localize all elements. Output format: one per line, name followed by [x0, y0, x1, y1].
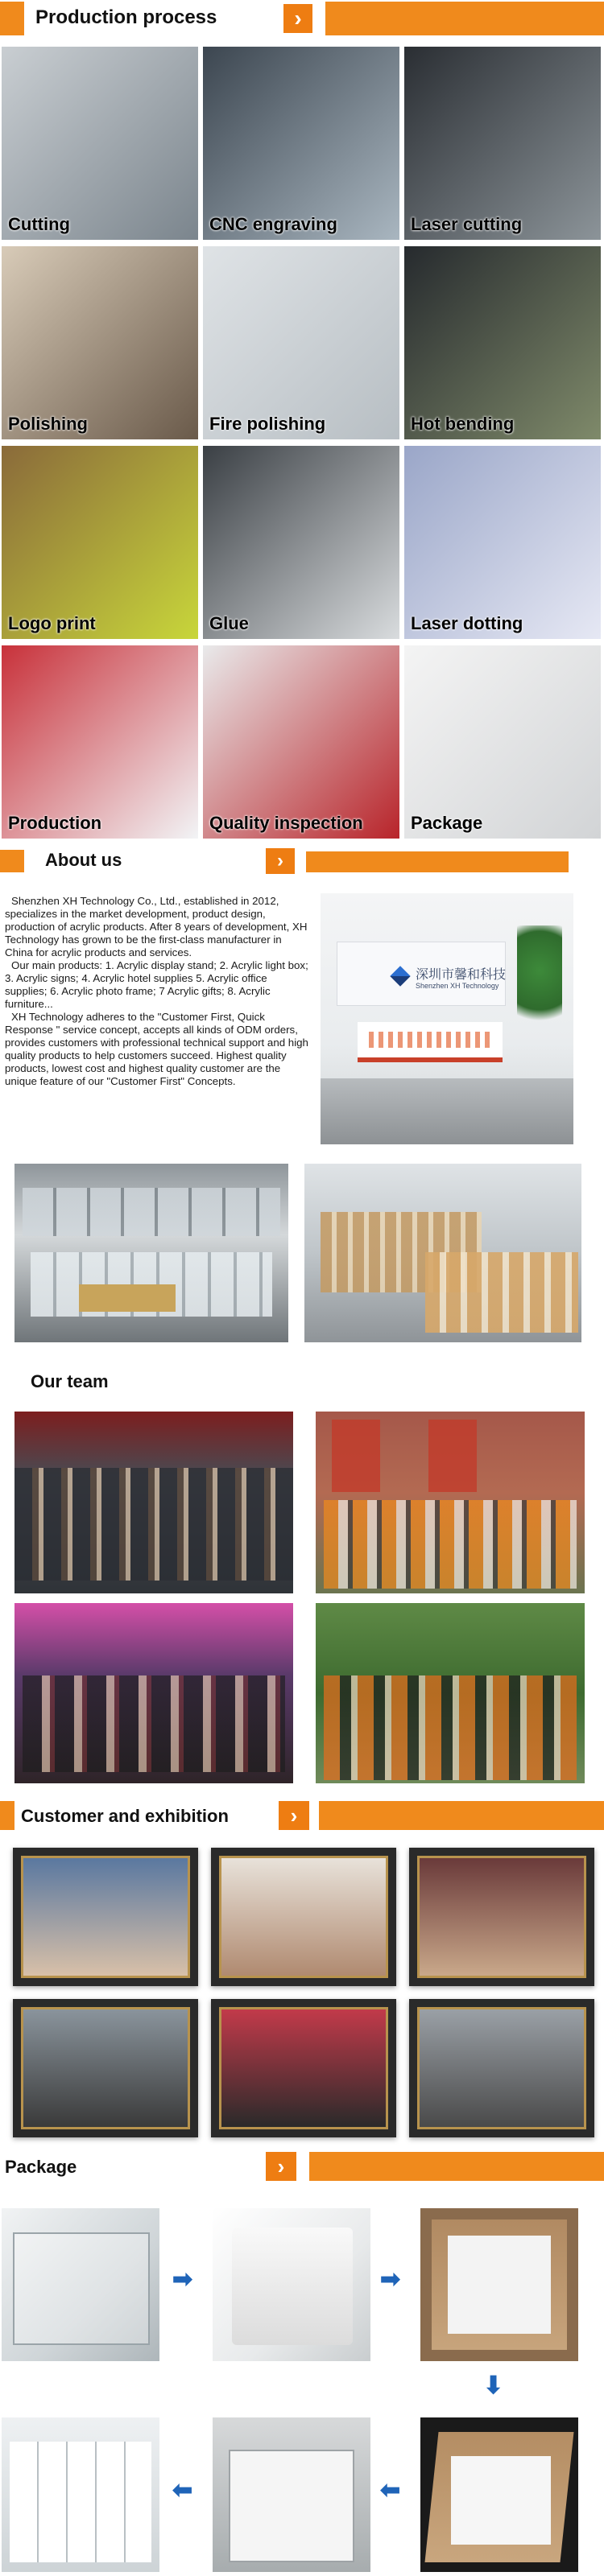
- accent-bar: [0, 1801, 14, 1830]
- arrow-right-icon: ➡: [380, 2266, 401, 2293]
- production-step-photo: [2, 47, 198, 240]
- package-photo: [420, 2417, 578, 2572]
- package-photo: [2, 2417, 159, 2572]
- accent-bar: [309, 2152, 604, 2181]
- exhibition-photo: [13, 1999, 198, 2137]
- about-description: [5, 895, 311, 1088]
- production-step-label: Laser dotting: [411, 613, 523, 633]
- production-step-label: Laser cutting: [411, 214, 523, 234]
- production-step-label: Quality inspection: [209, 813, 363, 833]
- factory-photo: [14, 1164, 288, 1342]
- production-step-label: Glue: [209, 613, 249, 633]
- package-photo: [213, 2417, 370, 2572]
- production-step-photo: [404, 246, 601, 439]
- production-step-label: Fire polishing: [209, 414, 326, 434]
- package-photo: [420, 2208, 578, 2361]
- about-paragraph: XH Technology adheres to the "Customer First, Quick Response " service concept, accepts all kinds of ODM orders, provides customers with professional technical support and high quality products to help customers succeed. Highest quality products, lowest cost and highest quality customer are the unique feature of our "Customer First" Concepts.: [5, 1011, 308, 1087]
- section-title: Customer and exhibition: [21, 1806, 229, 1826]
- about-paragraph: Our main products: 1. Acrylic display stand; 2. Acrylic light box; 3. Acrylic signs; 4. Acrylic hotel supplies 5. Acrylic office supplies; 6. Acrylic photo frame; 7 Acrylic gifts; 8. Acrylic furniture...: [5, 959, 308, 1010]
- package-photo: [2, 2208, 159, 2361]
- chevron-right-icon: ›: [266, 848, 295, 874]
- production-step-label: Polishing: [8, 414, 88, 434]
- about-paragraph: Shenzhen XH Technology Co., Ltd., established in 2012, specializes in the market development, product design, production of acrylic products. After 8 years of development, XH Technology has grown to be the first-class manufacturer in China for acrylic products and services.: [5, 895, 308, 958]
- production-step-photo: [203, 446, 399, 639]
- accent-bar: [0, 850, 24, 872]
- package-photo: [213, 2208, 370, 2361]
- production-step-photo: [2, 645, 198, 839]
- production-step-label: Package: [411, 813, 483, 833]
- chevron-right-icon: ›: [279, 1801, 309, 1830]
- production-step-label: Production: [8, 813, 102, 833]
- arrow-right-icon: ➡: [172, 2266, 193, 2293]
- section-title: Our team: [31, 1371, 109, 1391]
- production-step-label: CNC engraving: [209, 214, 337, 234]
- office-reception-photo: [321, 893, 573, 1144]
- team-photo: [14, 1603, 293, 1783]
- production-header: [0, 0, 604, 37]
- team-photo: [14, 1412, 293, 1593]
- production-step-photo: [203, 645, 399, 839]
- accent-bar: [0, 2, 24, 35]
- arrow-down-icon: ⬇: [483, 2372, 504, 2399]
- production-step-label: Hot bending: [411, 414, 515, 434]
- arrow-left-icon: ⬅: [172, 2477, 193, 2504]
- production-step-photo: [404, 645, 601, 839]
- production-step-photo: [404, 47, 601, 240]
- chevron-right-icon: ›: [282, 2, 314, 35]
- production-step-photo: [2, 246, 198, 439]
- team-photo: [316, 1603, 585, 1783]
- accent-bar: [319, 1801, 604, 1830]
- chevron-right-icon: ›: [266, 2152, 296, 2181]
- exhibition-photo: [211, 1999, 396, 2137]
- exhibition-header: [0, 1798, 604, 1833]
- exhibition-photo: [409, 1999, 594, 2137]
- production-step-photo: [203, 246, 399, 439]
- exhibition-photo: [409, 1848, 594, 1986]
- section-title: Production process: [35, 6, 217, 28]
- accent-bar: [325, 2, 604, 35]
- exhibition-photo: [211, 1848, 396, 1986]
- company-sign-en: Shenzhen XH Technology: [416, 982, 499, 990]
- section-title: Package: [5, 2157, 77, 2177]
- package-header: [0, 2149, 604, 2184]
- company-sign-cn: 深圳市馨和科技: [416, 967, 507, 982]
- production-step-label: Logo print: [8, 613, 96, 633]
- exhibition-photo: [13, 1848, 198, 1986]
- team-photo: [316, 1412, 585, 1593]
- accent-bar: [306, 851, 569, 872]
- production-step-photo: [404, 446, 601, 639]
- arrow-left-icon: ⬅: [380, 2477, 401, 2504]
- production-step-photo: [203, 47, 399, 240]
- about-header: [0, 847, 604, 876]
- production-step-photo: [2, 446, 198, 639]
- production-step-label: Cutting: [8, 214, 70, 234]
- section-title: About us: [45, 850, 122, 870]
- factory-photo: [304, 1164, 581, 1342]
